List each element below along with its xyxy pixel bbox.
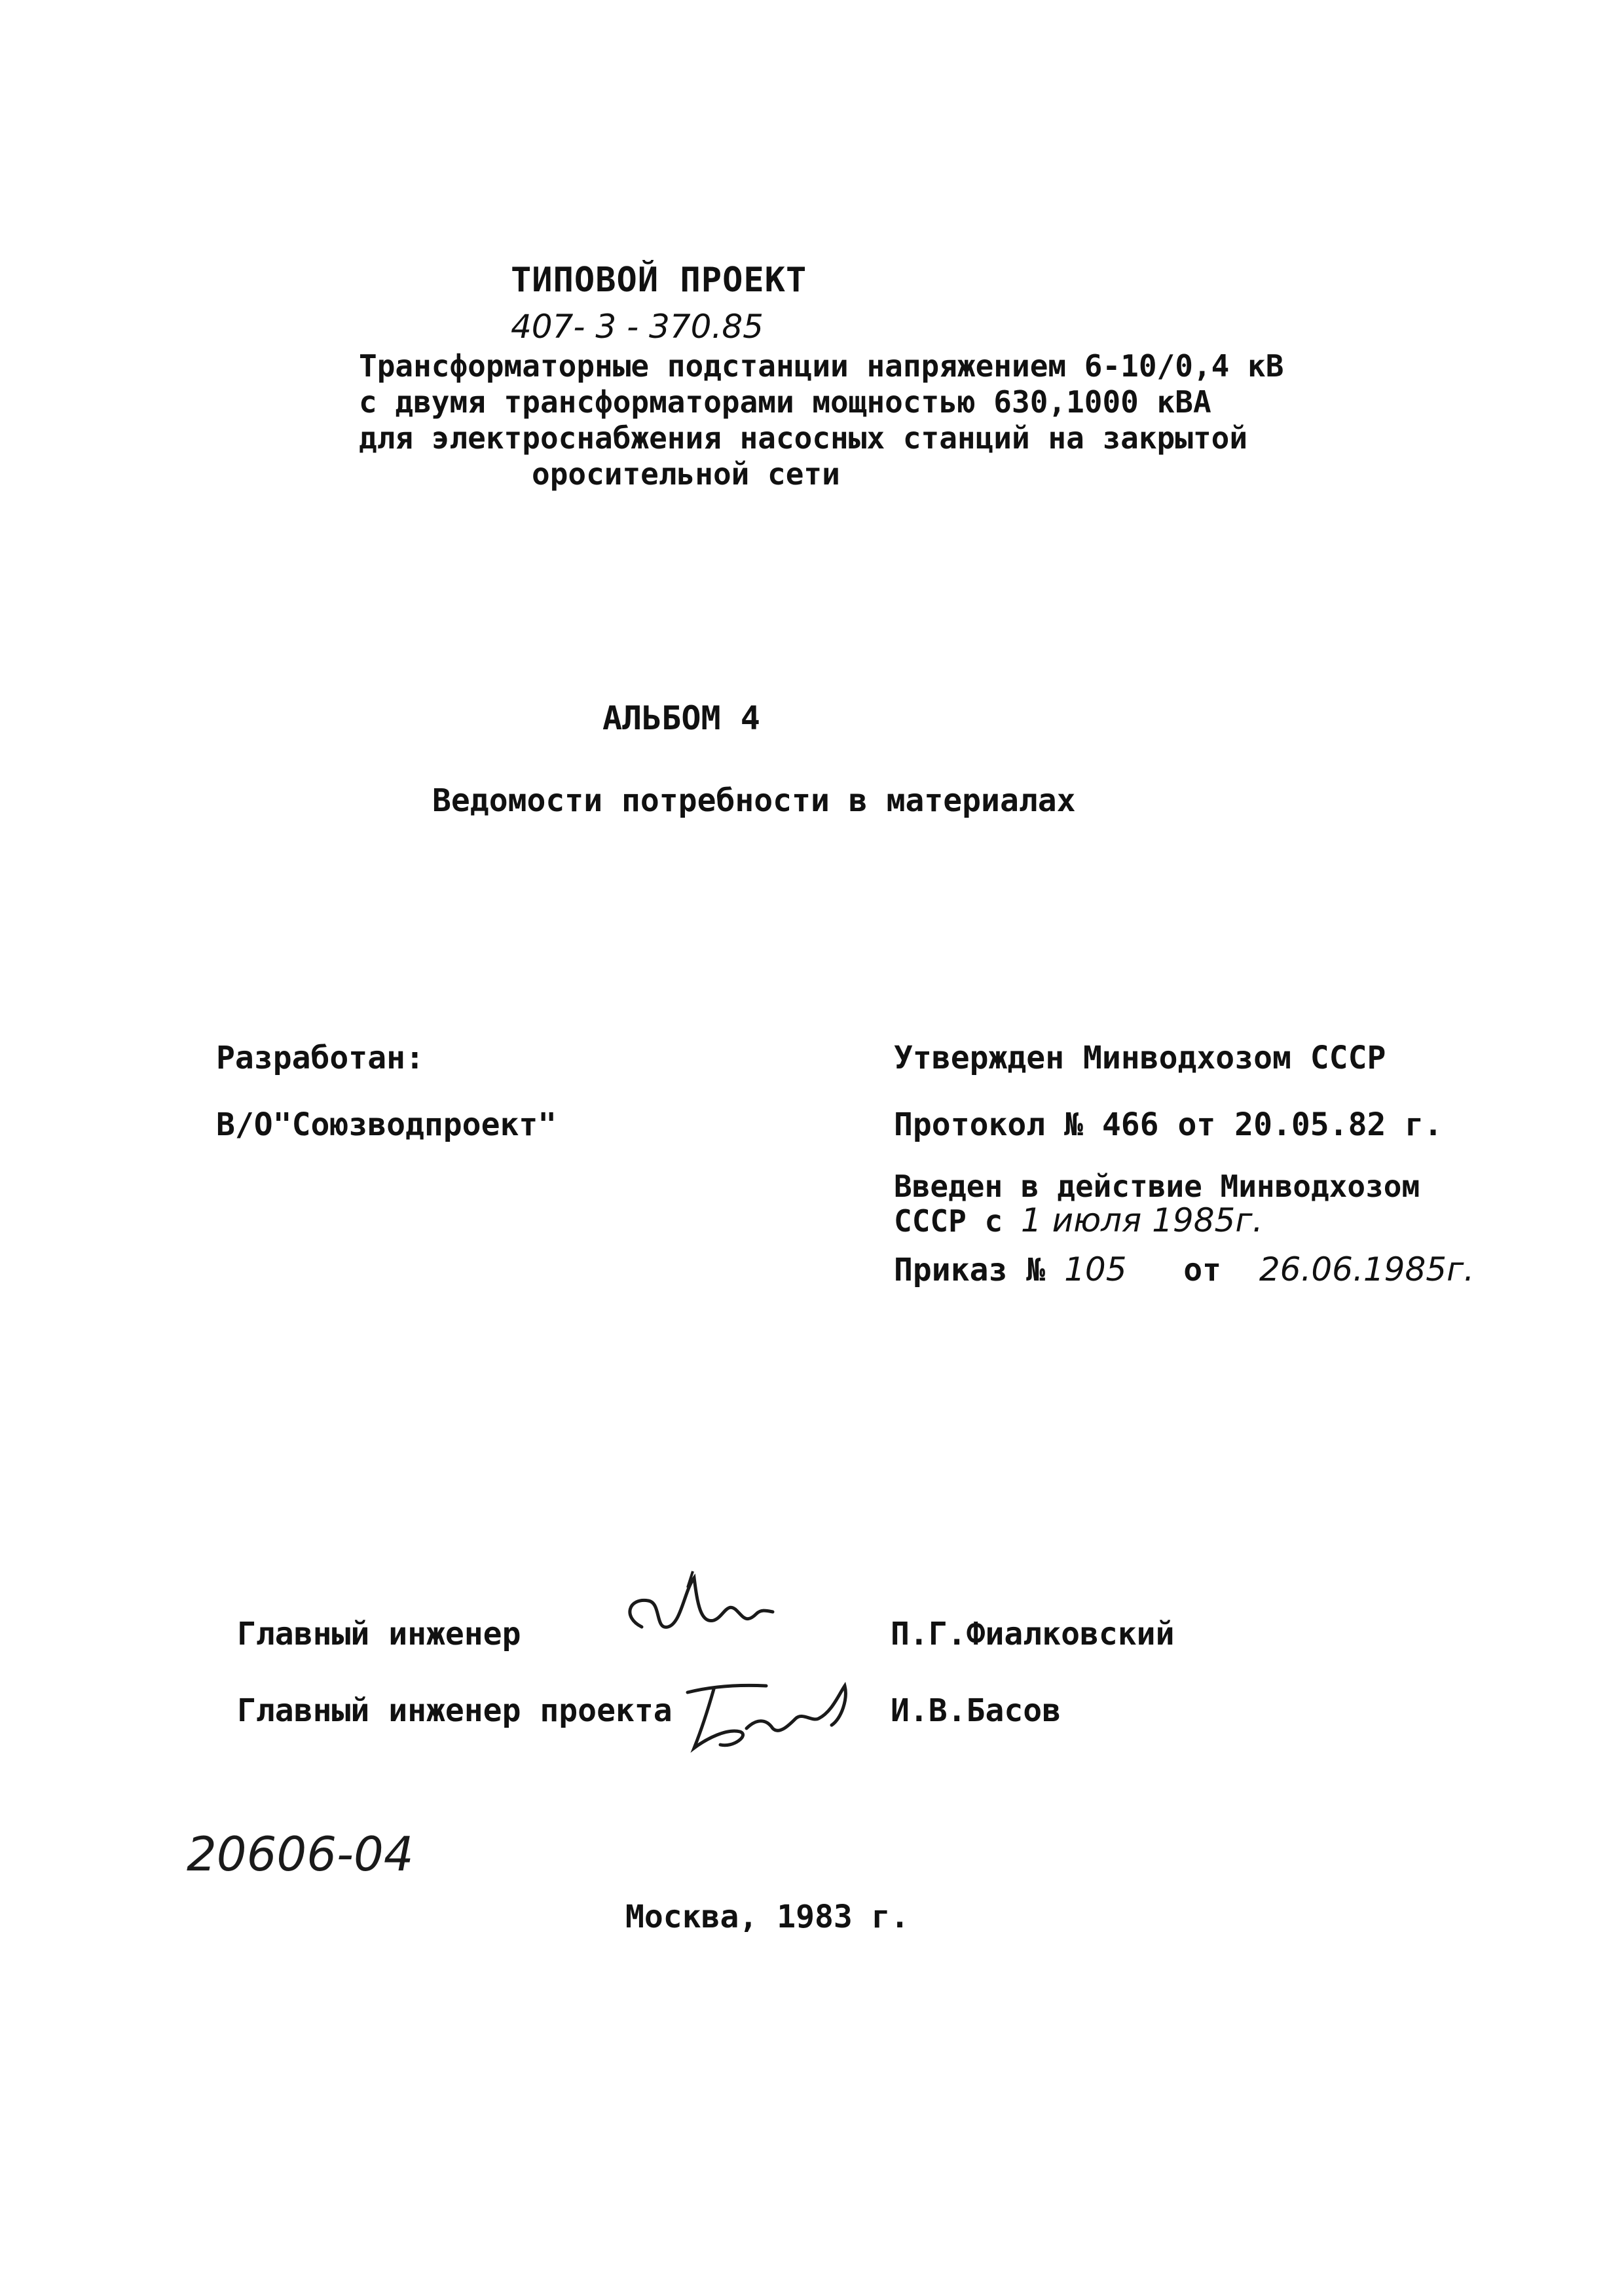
project-title-line: оросительной сети <box>532 456 840 492</box>
archive-number: 20606-04 <box>187 1827 414 1882</box>
project-title-line: с двумя трансформаторами мощностью 630,1000 кВА <box>359 384 1211 420</box>
order-line <box>894 1250 1474 1288</box>
enactment-prefix: СССР с <box>894 1203 1003 1239</box>
project-title-line: Трансформаторные подстанции напряжением 6-10/0,4 кВ <box>359 348 1284 384</box>
developer-label: Разработан: <box>216 1040 424 1076</box>
chief-engineer-signature <box>616 1565 812 1663</box>
developer-organization: В/О"Союзводпроект" <box>216 1106 557 1143</box>
approval-authority: Утвержден Минводхозом СССР <box>894 1040 1386 1076</box>
album-label: АЛЬБОМ 4 <box>602 699 760 737</box>
city-year: Москва, 1983 г. <box>625 1899 910 1935</box>
chief-project-engineer-signature <box>668 1666 891 1764</box>
order-date: 26.06.1985г. <box>1259 1250 1475 1288</box>
order-from: от <box>1183 1252 1222 1288</box>
enactment-line <box>894 1201 1263 1239</box>
album-subtitle: Ведомости потребности в материалах <box>432 782 1076 819</box>
chief-engineer-name: П.Г.Фиалковский <box>891 1616 1175 1652</box>
document-type: ТИПОВОЙ ПРОЕКТ <box>511 261 807 300</box>
order-prefix: Приказ № <box>894 1252 1046 1288</box>
enactment-date: 1 июля 1985г. <box>1020 1201 1263 1239</box>
enactment-line: Введен в действие Минводхозом <box>894 1169 1420 1204</box>
chief-project-engineer-label: Главный инженер проекта <box>237 1692 673 1729</box>
project-title-line: для электроснабжения насосных станций на закрытой <box>359 420 1248 456</box>
project-number: 407- 3 - 370.85 <box>511 308 764 346</box>
chief-engineer-label: Главный инженер <box>237 1616 521 1652</box>
chief-project-engineer-name: И.В.Басов <box>891 1692 1061 1729</box>
approval-protocol: Протокол № 466 от 20.05.82 г. <box>894 1106 1443 1143</box>
order-number: 105 <box>1064 1250 1127 1288</box>
